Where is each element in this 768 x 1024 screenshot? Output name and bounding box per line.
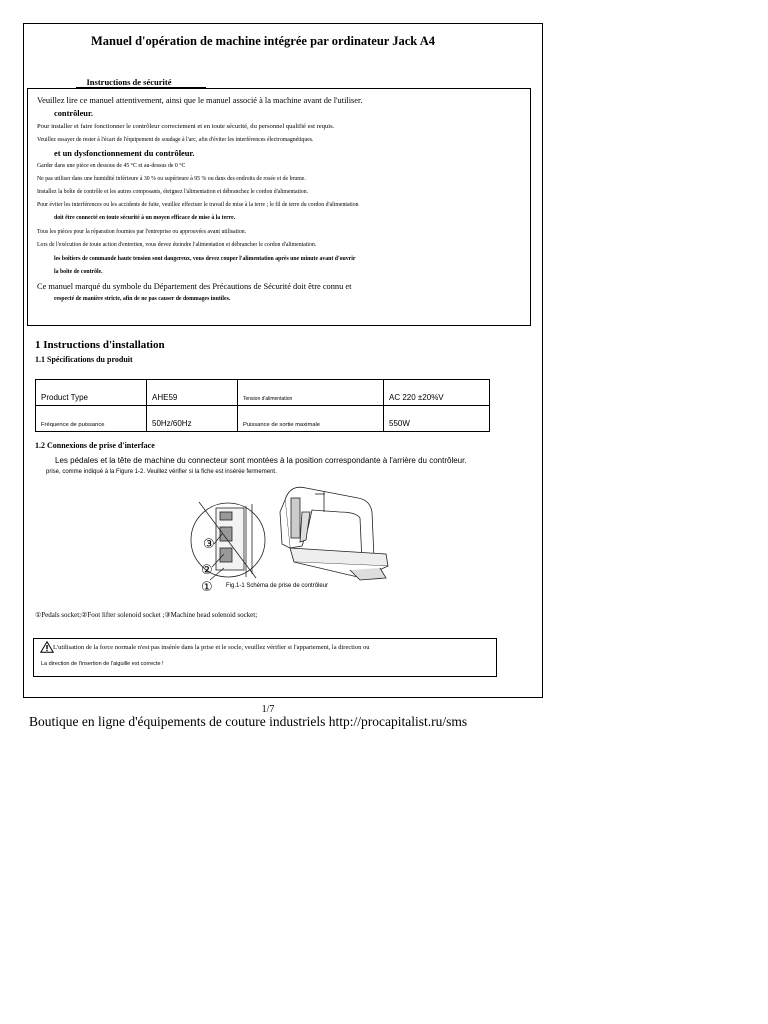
safety-line: Lors de l'exécution de toute action d'entretien, vous devez éteindre l'alimentation et débrancher le cordon d'alimentation. [37,242,317,248]
spec-table [35,379,490,432]
safety-heading: Instructions de sécurité [76,77,182,87]
safety-line: Ne pas utiliser dans une humidité inférieure à 30 % ou supérieure à 95 % ou dans des endroits de rosée et de brume. [37,176,306,182]
safety-line: Garder dans une pièce en dessous de 45 °C et au-dessus de 0 °C [37,163,186,169]
page-number: 1/7 [261,704,275,715]
table-cell: Puissance de sortie maximale [238,406,384,432]
spec-heading: 1.1 Spécifications du produit [35,355,133,364]
figure-caption: Fig.1-1 Schéma de prise de contrôleur [226,583,329,589]
controller-machine-drawing [280,487,388,580]
safety-line: Tous les pièces pour la réparation fournies par l'entreprise ou approuvées avant utilisation. [37,229,247,235]
safety-line: respecté de manière stricte, afin de ne pas causer de dommages inutiles. [54,296,231,302]
safety-line: doit être connecté en toute sécurité à un moyen efficace de mise à la terre. [54,215,236,221]
socket-legend: ①Pedals socket;②Foot lifter solenoid socket ;③Machine head solenoid socket; [35,611,258,619]
safety-line: Veuillez essayer de rester à l'écart de l'équipement de soudage à l'arc, afin d'éviter les interférences électromagnétiques. [37,137,314,143]
table-cell: 50Hz/60Hz [147,406,238,432]
document-title: Manuel d'opération de machine intégrée par ordinateur Jack A4 [91,34,435,48]
footer-shop-link[interactable]: Boutique en ligne d'équipements de couture industriels http://procapitalist.ru/sms [29,714,468,729]
safety-line: les boîtiers de commande haute tension sont dangereux, vous devez couper l'alimentation après une minute avant d'ouvrir [54,256,356,262]
safety-line: et un dysfonctionnement du contrôleur. [54,149,195,158]
warning-text: L'utilisation de la force normale n'est pas insérée dans la prise et le socle, veuillez vérifier si l'appariement, la direction ou [53,644,370,651]
controller-socket-figure [190,482,490,597]
figure-marker: ③ [203,537,215,552]
connection-heading: 1.2 Connexions de prise d'interface [35,441,155,450]
safety-line: Veuillez lire ce manuel attentivement, ainsi que le manuel associé à la machine avant de l'utiliser. [37,96,363,105]
safety-line: Pour éviter les interférences ou les accidents de fuite, veuillez effectuer le travail de mise à la terre ; le fil de terre du cordon d'alimentation [37,202,359,208]
safety-line: Pour installer et faire fonctionner le contrôleur correctement et en toute sécurité, du personnel qualifié est requis. [37,123,335,130]
safety-line: Ce manuel marqué du symbole du Département des Précautions de Sécurité doit être connu et [37,282,352,291]
table-cell: 550W [384,406,490,432]
safety-heading-rule [76,87,206,88]
table-cell: AC 220 ±20%V [384,380,490,406]
table-row [36,380,490,406]
table-cell: Fréquence de puissance [36,406,147,432]
safety-line: Installez la boîte de contrôle et les autres composants, éteignez l'alimentation et débranchez le cordon d'alimentation. [37,189,309,195]
warning-icon [40,641,54,653]
installation-heading: 1 Instructions d'installation [35,339,165,351]
table-cell: AHE59 [147,380,238,406]
connection-text: Les pédales et la tête de machine du connecteur sont montées à la position correspondante à l'arrière du contrôleur. [55,456,467,465]
warning-text: La direction de l'insertion de l'aiguille est correcte ! [41,661,164,667]
table-cell: Tension d'alimentation [238,380,384,406]
figure-marker: ② [201,563,213,578]
table-cell: Product Type [36,380,147,406]
safety-line: la boîte de contrôle. [54,269,103,275]
connection-text: prise, comme indiqué à la Figure 1-2. Veuillez vérifier si la fiche est insérée fermement. [46,469,277,475]
safety-line: contrôleur. [54,109,93,118]
figure-marker: ① [201,580,213,595]
table-row [36,406,490,432]
